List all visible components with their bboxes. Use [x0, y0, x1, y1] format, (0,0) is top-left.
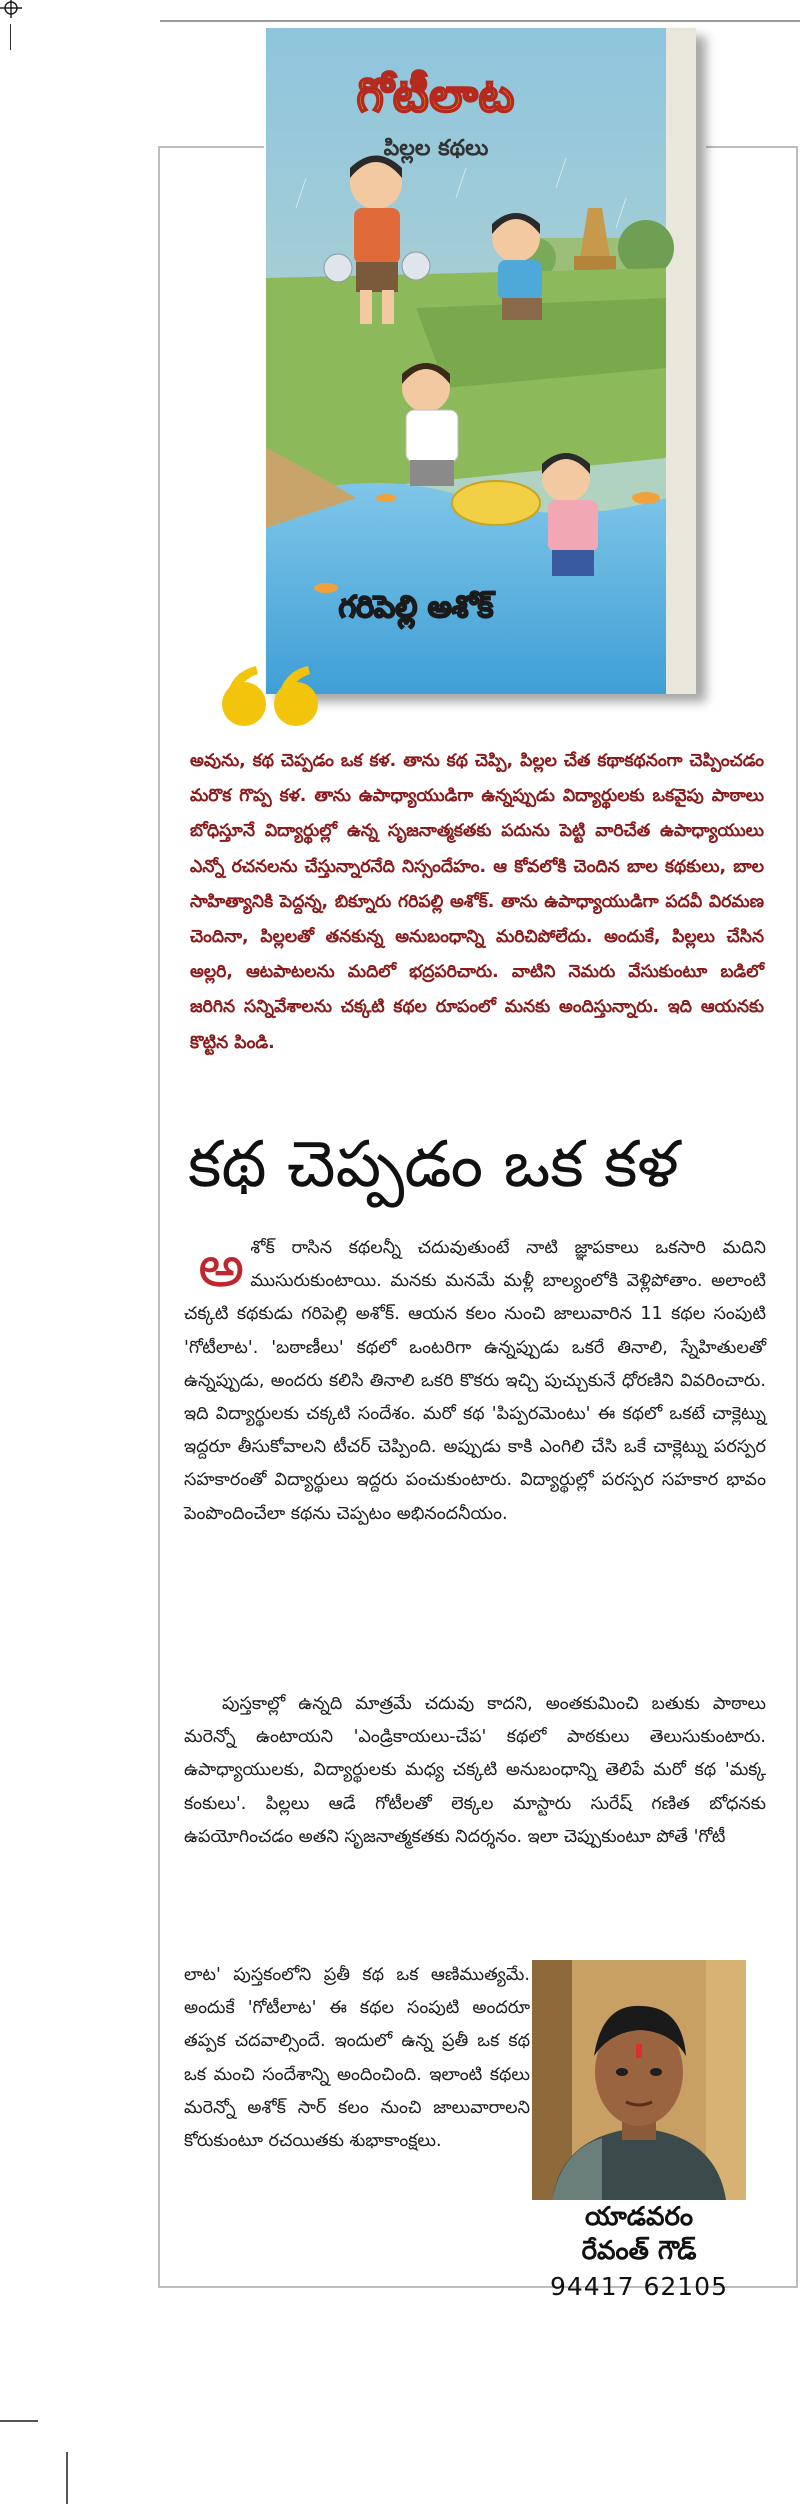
article-paragraph-1: [184, 1232, 766, 1531]
article-headline: కథ చెప్పడం ఒక కళ: [188, 1128, 679, 1202]
byline-phone: 94417 62105: [549, 2272, 728, 2301]
crop-line: [10, 24, 11, 50]
byline-author-name: రేవంత్ గౌడ్: [581, 2236, 697, 2266]
crop-line-bottom-vertical: [66, 2452, 68, 2504]
cover-title: గోటీలాట: [356, 68, 516, 122]
paragraph-text: శోక్ రాసిన కథలన్నీ చదువుతుంటే నాటి జ్ఞాపకాలు ఒకసారి మదిని ముసురుకుంటాయి. మనకు మనమే మళ్లీ బాల్యంలోకి వెళ్లిపోతాం. అలాంటి చక్కటి కథకుడు గరిపెల్లి అశోక్. ఆయన కలం నుంచి జాలువారిన 11 కథల సంపుటి 'గోటీలాట'. 'బఠాణీలు' కథలో ఒంటరిగా ఉన్నప్పుడు ఒకరే తినాలి, స్నేహితులతో ఉన్నప్పుడు, అందరు కలిసి తినాలి ఒకరి కొకరు ఇచ్చి పుచ్చుకునే ధోరణిని వివరించారు. ఇది విద్యార్థులకు చక్కటి సందేశం. మరో కథ 'పిప్పరమెంటు' ఈ కథలో ఒకటే చాక్లెట్ను ఇద్దరూ తీసుకోవాలని టీచర్ చెప్పింది. అప్పుడు కాకి ఎంగిలి చేసి ఒకే చాక్లెట్ను పరస్పర సహకారంతో విద్యార్థులు ఇద్దరు పంచుకుంటారు. విద్యార్థుల్లో పరస్పర సహకార భావం పెంపొందించేలా కథను చెప్పటం అభినందనీయం.: [184, 1238, 766, 1524]
quote-mark-icon: [216, 660, 326, 730]
crop-line-bottom: [0, 2420, 38, 2422]
cover-author: గరిపెల్లి అశోక్: [338, 590, 494, 625]
cover-subtitle: పిల్లల కథలు: [383, 136, 489, 161]
author-portrait: [532, 1960, 746, 2200]
article-paragraph-3: లాట' పుస్తకంలోని ప్రతీ కథ ఒక ఆణిముత్యమే. అందుకే 'గోటీలాట' ఈ కథల సంపుటి అందరూ తప్పక చదవాల్సిందే. ఇందులో ఉన్న ప్రతీ ఒక కథ ఒక మంచి సందేశాన్ని అందించింది. ఇలాంటి కథలు మరెన్నో అశోక్ సార్ కలం నుంచి జాలువారాలని కోరుకుంటూ రచయితకు శుభాకాంక్షలు.: [184, 1965, 530, 2152]
frame-rule: [158, 146, 264, 148]
intro-paragraph: అవును, కథ చెప్పడం ఒక కళ. తాను కథ చెప్పి, పిల్లల చేత కథాకథనంగా చెప్పించడం మరొక గొప్ప కళ. తాను ఉపాధ్యాయుడిగా ఉన్నప్పుడు విద్యార్థులకు ఒకవైపు పాఠాలు బోధిస్తూనే విద్యార్థుల్లో ఉన్న సృజనాత్మకతకు పదును పెట్టి వారిచేత ఉపాధ్యాయులు ఎన్నో రచనలను చేస్తున్నారనేది నిస్సందేహం. ఆ కోవలోకి చెందిన బాల కథకులు, బాల సాహిత్యానికి పెద్దన్న, బిక్నూరు గరిపల్లి అశోక్. తాను ఉపాధ్యాయుడిగా పదవీ విరమణ చెందినా, పిల్లలతో తనకున్న అనుబంధాన్ని మరిచిపోలేదు. అందుకే, పిల్లలు చేసిన అల్లరి, ఆటపాటలను మదిలో భద్రపరిచారు. వాటిని నెమరు వేసుకుంటూ బడిలో జరిగిన సన్నివేశాలను చక్కటి కథల రూపంలో మనకు అందిస్తున్నారు. ఇది ఆయనకు కొట్టిన పిండి.: [190, 751, 764, 1053]
author-photo: [532, 1960, 746, 2200]
byline: [532, 2200, 746, 2306]
crop-mark-icon: [0, 0, 24, 24]
drop-cap: అ: [198, 1232, 245, 1300]
top-rule: [160, 20, 800, 22]
book-cover: [266, 28, 696, 694]
frame-rule: [706, 146, 796, 148]
byline-place: యాడవరం: [584, 2202, 694, 2232]
article-paragraph-2: పుస్తకాల్లో ఉన్నది మాత్రమే చదువు కాదని, అంతకుమించి బతుకు పాఠాలు మరెన్నో ఉంటాయని 'ఎండ్రికాయలు-చేప' కథలో పాఠకులు తెలుసుకుంటారు. ఉపాధ్యాయులకు, విద్యార్థులకు మధ్య చక్కటి అనుబంధాన్ని తెలిపే మరో కథ 'మక్క కంకులు'. పిల్లలు ఆడే గోటీలతో లెక్కల మాస్టారు సురేష్ గణిత బోధనకు ఉపయోగించడం అతని సృజనాత్మకతకు నిదర్శనం. ఇలా చెప్పుకుంటూ పోతే 'గోటీ: [184, 1694, 766, 1847]
